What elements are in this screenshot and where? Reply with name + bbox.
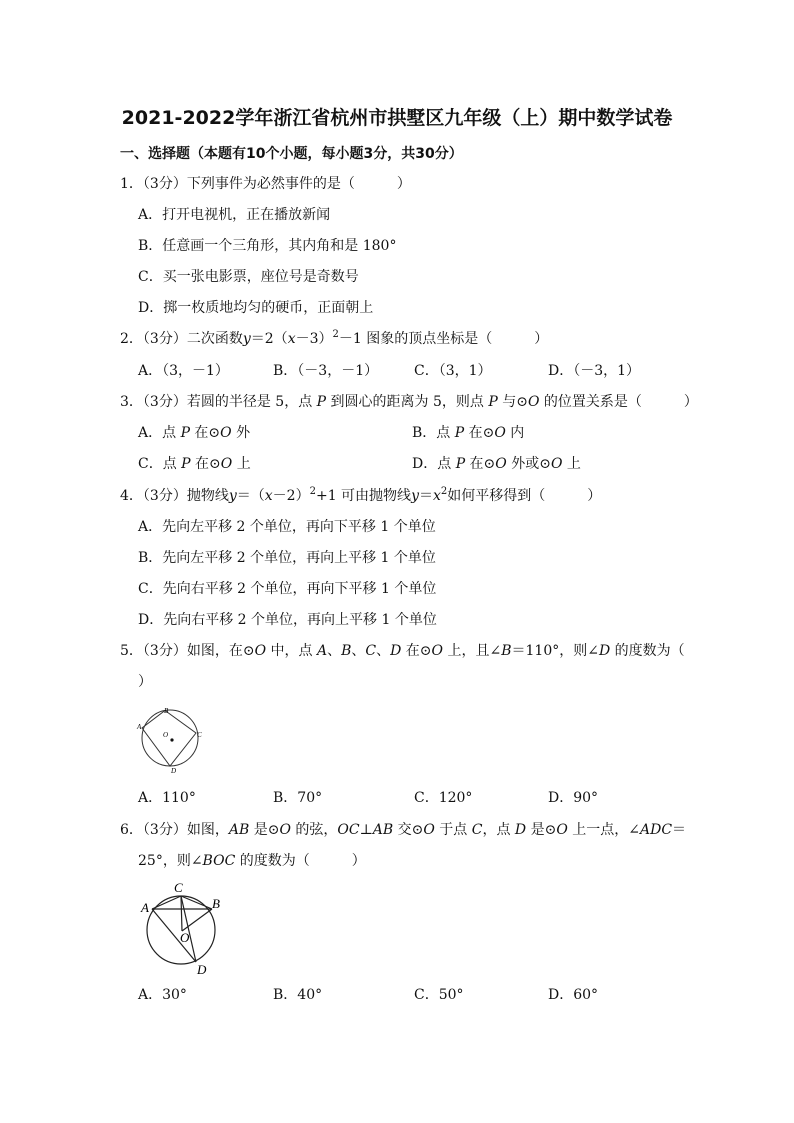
q1-option-c: C．买一张电影票，座位号是奇数号 bbox=[138, 269, 359, 285]
q6-label-c: C bbox=[174, 880, 183, 895]
q5-label-o: O bbox=[163, 731, 169, 739]
question-6-line-2: 25°，则∠BOC 的度数为（ ） bbox=[138, 853, 366, 869]
q5-center-dot bbox=[170, 738, 173, 741]
q2-option-c: C．（3，1） bbox=[414, 363, 492, 379]
question-3: 3．（3分）若圆的半径是 5，点 P 到圆心的距离为 5，则点 P 与⊙O 的位置关系是（ ） bbox=[120, 394, 698, 410]
q5-option-c: C．120° bbox=[414, 790, 473, 806]
question-2: 2．（3分）二次函数$y=2(x-3)^2-1$ 图象的顶点坐标是（ ） bbox=[120, 329, 549, 347]
question-4: 4．（3分）抛物线$y=(x-2)^2+1$ 可由抛物线$y=x^2$如何平移得到（ ） bbox=[120, 486, 602, 504]
q3-option-c: C．点 P 在⊙O 上 bbox=[138, 456, 251, 472]
page-title: 2021-2022学年浙江省杭州市拱墅区九年级（上）期中数学试卷 bbox=[121, 107, 673, 129]
q5-label-a: A bbox=[137, 723, 142, 731]
q3-option-b: B．点 P 在⊙O 内 bbox=[412, 425, 525, 441]
q4-option-b: B．先向左平移 2 个单位，再向上平移 1 个单位 bbox=[138, 550, 436, 566]
q3-option-a: A．点 P 在⊙O 外 bbox=[138, 425, 251, 441]
question-5: 5．（3分）如图，在⊙O 中，点 A、B、C、D 在⊙O 上，且∠B＝110°，则∠D 的度数为（ bbox=[120, 643, 685, 659]
q2-option-a: A．（3，－1） bbox=[138, 363, 229, 379]
q5-option-d: D．90° bbox=[548, 790, 599, 806]
q4-option-a: A．先向左平移 2 个单位，再向下平移 1 个单位 bbox=[138, 519, 436, 535]
q5-circle bbox=[142, 710, 198, 766]
q1-option-d: D．掷一枚质地均匀的硬币，正面朝上 bbox=[138, 300, 374, 316]
question-number: 1． bbox=[120, 176, 143, 192]
q1-option-a: A．打开电视机，正在播放新闻 bbox=[138, 207, 331, 223]
q2-option-d: D．（－3，1） bbox=[548, 363, 641, 379]
q6-option-d: D．60° bbox=[548, 987, 599, 1003]
q3-option-d: D．点 P 在⊙O 外或⊙O 上 bbox=[412, 456, 581, 472]
q5-label-c: C bbox=[197, 731, 202, 739]
q4-option-d: D．先向右平移 2 个单位，再向上平移 1 个单位 bbox=[138, 612, 437, 628]
q5-option-b: B．70° bbox=[273, 790, 323, 806]
q6-segment-cb bbox=[181, 896, 212, 909]
section-heading: 一、选择题（本题有10个小题，每小题3分，共30分） bbox=[120, 146, 463, 162]
q5-close-paren: ） bbox=[138, 674, 152, 690]
q6-label-o: O bbox=[180, 930, 190, 945]
q1-option-b: B．任意画一个三角形，其内角和是 180° bbox=[138, 238, 397, 254]
q5-circle-figure bbox=[134, 704, 214, 776]
q6-label-a: A bbox=[141, 900, 149, 915]
question-1: 1．（3分）下列事件为必然事件的是（ ） bbox=[120, 176, 411, 192]
q6-label-b: B bbox=[212, 896, 220, 911]
q5-label-d: D bbox=[171, 767, 177, 775]
q6-label-d: D bbox=[197, 962, 207, 977]
q6-segment-ac bbox=[152, 896, 181, 909]
q6-option-c: C．50° bbox=[414, 987, 464, 1003]
q4-option-c: C．先向右平移 2 个单位，再向下平移 1 个单位 bbox=[138, 581, 437, 597]
q5-option-a: A．110° bbox=[138, 790, 196, 806]
question-6: 6．（3分）如图，AB 是⊙O 的弦，OC⊥AB 交⊙O 于点 C，点 D 是⊙O 上一点，∠ADC＝ bbox=[120, 822, 687, 838]
q6-option-a: A．30° bbox=[138, 987, 187, 1003]
q5-label-b: B bbox=[164, 707, 169, 715]
question-score: （3分） bbox=[142, 176, 187, 192]
question-text: 下列事件为必然事件的是（ bbox=[186, 176, 355, 192]
q6-circle-figure bbox=[136, 878, 236, 978]
q6-option-b: B．40° bbox=[273, 987, 323, 1003]
q2-option-b: B．（－3，－1） bbox=[273, 363, 379, 379]
